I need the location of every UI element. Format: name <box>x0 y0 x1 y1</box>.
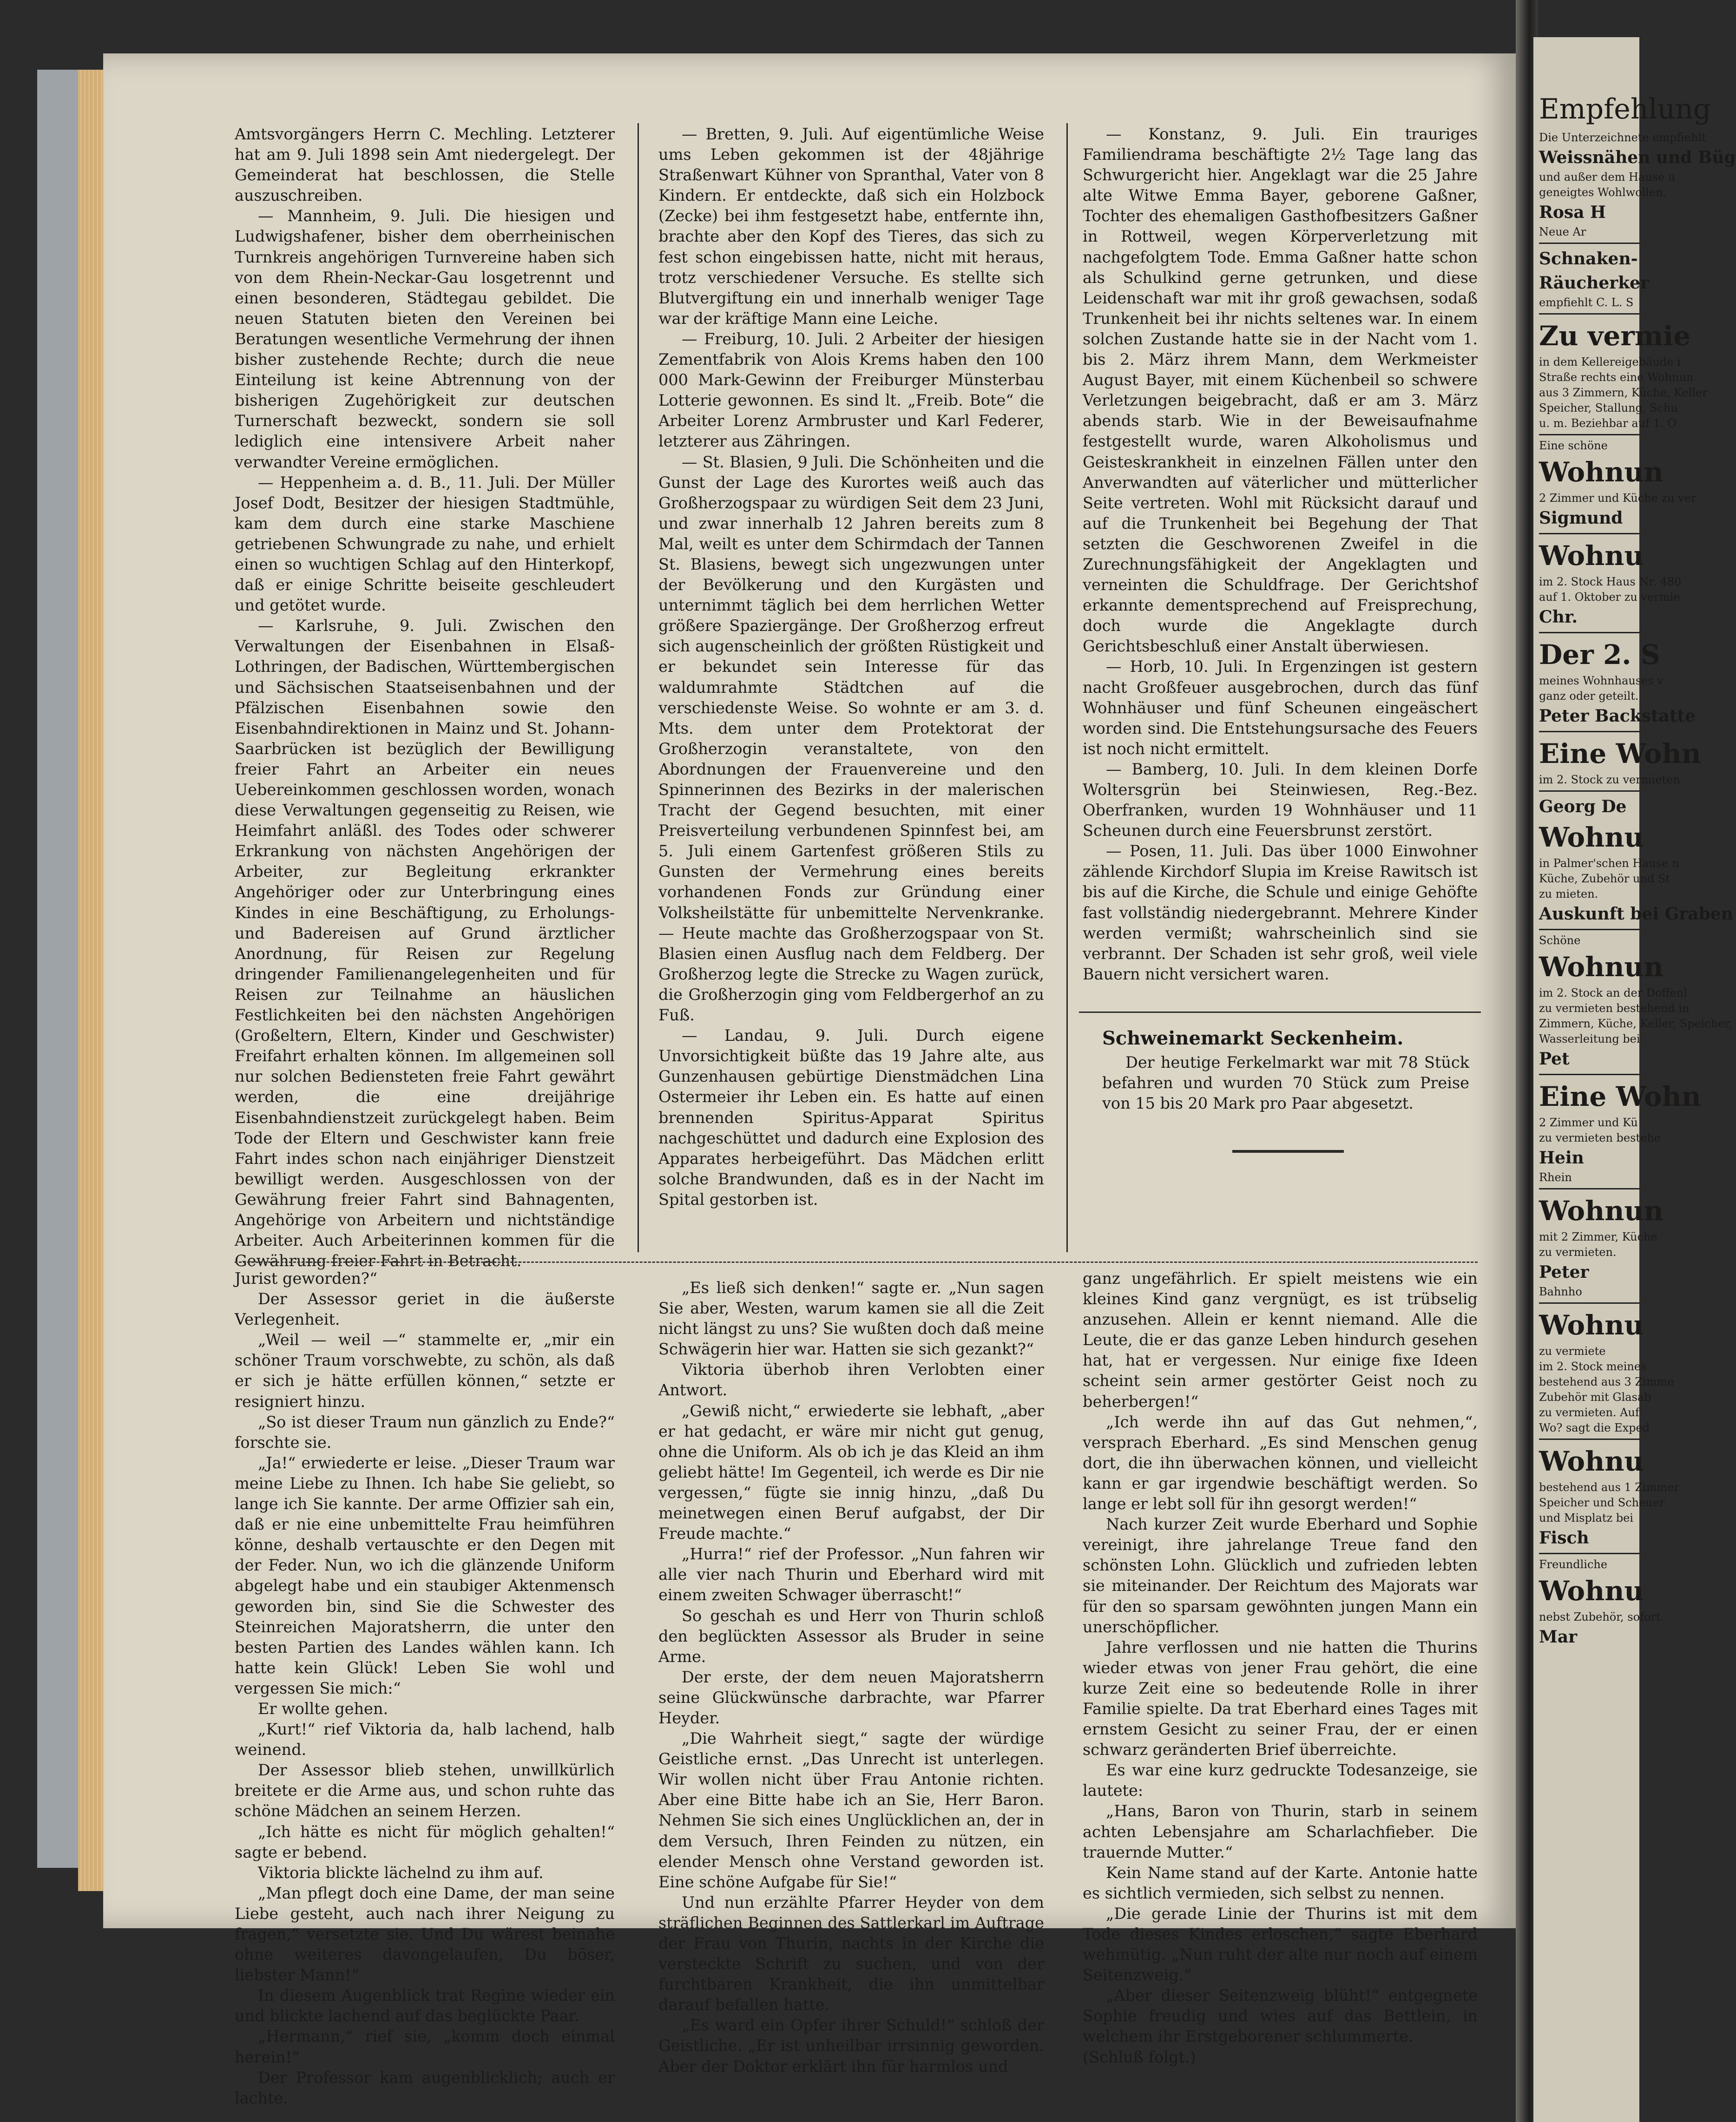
story-paragraph: „Man pflegt doch eine Dame, der man seine Liebe gesteht, auch nach ihrer Neigung zu fragen,“ versetzte sie. Und Du wärest beinahe ohne weiteres davongelaufen, Du böser, liebster Mann!“ <box>235 1884 615 1984</box>
ad-line: Schnaken- <box>1539 249 1638 269</box>
ad-line: Pet <box>1539 1049 1570 1069</box>
ad-line: zu vermieten. Auf <box>1539 1406 1639 1419</box>
ad-separator <box>1539 1553 1639 1554</box>
story-paragraph: Er wollte gehen. <box>258 1699 388 1718</box>
ad-line: Wohnu <box>1539 1575 1644 1607</box>
ad-line: nebst Zubehör, sofort <box>1539 1610 1661 1623</box>
news-column-2 <box>658 124 1044 1210</box>
news-column-3 <box>1083 124 1478 985</box>
ad-line: geneigtes Wohlwollen. <box>1539 186 1667 199</box>
ad-line: und außer dem Hause u <box>1539 171 1676 184</box>
closing-rule <box>1232 1150 1344 1153</box>
ad-line: Mar <box>1539 1627 1578 1647</box>
facing-page-advertisements <box>1533 37 1736 2122</box>
story-paragraph: Viktoria blickte lächelnd zu ihm auf. <box>258 1863 544 1882</box>
story-paragraph: „So ist dieser Traum nun gänzlich zu Ende?“ forschte sie. <box>235 1412 615 1452</box>
ad-line: Rhein <box>1539 1171 1572 1184</box>
story-column-3 <box>1083 1268 1478 2068</box>
story-paragraph: „Kurt!“ rief Viktoria da, halb lachend, halb weinend. <box>235 1720 615 1759</box>
ad-line: Wohnun <box>1539 951 1664 983</box>
story-paragraph: „Hermann,“ rief sie, „komm doch einmal herein!“ <box>235 2027 615 2066</box>
story-paragraph: Jurist geworden?“ <box>235 1269 378 1288</box>
newspaper-page <box>103 53 1516 2107</box>
ad-separator <box>1539 1302 1639 1304</box>
ad-line: ganz oder geteilt. <box>1539 690 1639 703</box>
ad-line: mit 2 Zimmer, Küche <box>1539 1230 1657 1243</box>
story-paragraph: Es war eine kurz gedruckte Todesanzeige, sie lautete: <box>1083 1761 1478 1800</box>
ad-line: Der 2. S <box>1539 639 1660 670</box>
news-paragraph: Amtsvorgängers Herrn C. Mechling. Letzterer hat am 9. Juli 1898 sein Amt niedergelegt. Der Gemeinderat hat beschlossen, die Stelle auszuschreiben. <box>235 125 615 205</box>
ad-line: meines Wohnhauses v <box>1539 674 1664 687</box>
market-heading: Schweinemarkt Seckenheim. <box>1102 1027 1404 1049</box>
ad-line: und Misplatz bei <box>1539 1511 1633 1524</box>
ad-line: Auskunft bei Graben <box>1539 904 1733 924</box>
story-paragraph: „Hans, Baron von Thurin, starb in seinem achten Lebensjahre am Scharlachfieber. Die trauernde Mutter.“ <box>1083 1802 1478 1861</box>
story-paragraph: Der erste, der dem neuen Majoratsherrn seine Glückwünsche darbrachte, war Pfarrer Heyder. <box>658 1668 1044 1727</box>
ad-line: Freundliche <box>1539 1558 1608 1571</box>
ad-line: in dem Kellereigebäude i <box>1539 355 1681 368</box>
ad-line: Sigmund <box>1539 508 1623 528</box>
ad-line: Weissnähen und Büg <box>1539 148 1736 167</box>
section-rule <box>1079 1012 1481 1013</box>
ad-line: Straße rechts eine Wohnun <box>1539 371 1694 384</box>
story-column-1 <box>235 1268 615 2109</box>
ad-separator <box>1539 313 1639 315</box>
ad-line: Georg De <box>1539 797 1627 816</box>
story-paragraph: „Ich werde ihn auf das Gut nehmen,“, versprach Eberhard. „Es sind Menschen genug dort, die ihn überwachen können, und vielleicht kann er gar irgendwie beschäftigt werden. So lange er lebt soll für ihn gesorgt werden!“ <box>1083 1412 1478 1513</box>
ad-line: Wohnu <box>1539 1309 1644 1341</box>
story-paragraph: Und nun erzählte Pfarrer Heyder von dem sträflichen Beginnen des Sattlerkarl im Auftrage der Frau von Thurin, nachts in der Kirche die versteckte Schrift zu suchen, und von der furchtbaren Krankheit, die ihn unmittelbar darauf befallen hatte. <box>658 1893 1044 2014</box>
news-paragraph: — St. Blasien, 9 Juli. Die Schönheiten und die Gunst der Lage des Kurortes weiß auch das Großherzogspaar zu würdigen Seit dem 23 Juni, und zwar innerhalb 12 Jahren bereits zum 8 Mal, weilt es unter dem Schirmdach der Tannen St. Blasiens, bewegt sich ungezwungen unter der Bevölkerung und den Kurgästen und unternimmt täglich bei dem herrlichen Wetter größere Spaziergänge. Der Großherzog erfreut sich augenscheinlich der größten Rüstigkeit und er bekundet sein Interesse für das waldumrahmte Städtchen auf die verschiedenste Weise. So wohnte er am 3. d. Mts. dem unter dem Protektorat der Großherzogin veranstaltete, von den Abordnungen der Frauenvereine und den Spinnerinnen des Bezirks in der malerischen Tracht der Gegend besuchten, mit einer Preisverteilung verbundenen Spinnfest bei, am 5. Juli einem Gartenfest größeren Stils zu Gunsten der Vermehrung eines bereits vorhandenen Fonds zur Gründung einer Volksheilstätte für unbemittelte Nervenkranke. — Heute machte das Großherzogspaar von St. Blasien einen Ausflug nach dem Feldberg. Der Großherzog legte die Strecke zu Wagen zurück, die Großherzogin ging vom Feldbergerhof an zu Fuß. <box>658 453 1044 1025</box>
ad-line: im 2. Stock Haus Nr. 480 <box>1539 575 1682 588</box>
story-paragraph: „Ich hätte es nicht für möglich gehalten!“ sagte er bebend. <box>235 1822 615 1861</box>
news-paragraph: — Mannheim, 9. Juli. Die hiesigen und Ludwigshafener, bisher dem oberrheinischen Turnkreis angehörigen Turnvereine haben sich von dem Rhein-Neckar-Gau losgetrennt und einen besonderen, Städtegau gebildet. Die neuen Statuten bieten den Vereinen bei Beratungen wesentliche Vermehrung der ihnen bisher zustehende Rechte; durch die neue Einteilung ist keine Abtrennung von der bisherigen Zugehörigkeit zur deutschen Turnerschaft bezweckt, sondern sie soll lediglich eine intensivere Arbeit naher verwandter Vereine ermöglichen. <box>235 207 615 471</box>
story-paragraph: „Es ließ sich denken!“ sagte er. „Nun sagen Sie aber, Westen, warum kamen sie all die Zeit nicht längst zu uns? Sie wußten doch daß meine Schwägerin hier war. Hatten sie sich gezankt?“ <box>658 1279 1044 1359</box>
ad-separator <box>1539 533 1639 534</box>
ad-line: Wohnu <box>1539 540 1644 572</box>
column-rule <box>638 123 639 1252</box>
news-paragraph: — Heppenheim a. d. B., 11. Juli. Der Müller Josef Dodt, Besitzer der hiesigen Stadtmühle, kam dem durch eine starke Maschiene getriebenen Schwungrade zu nahe, und erhielt einen so wuchtigen Schlag auf den Hinterkopf, daß er einige Schritte beiseite geschleudert und getötet wurde. <box>235 473 615 615</box>
ad-line: bestehend aus 1 Zimmer <box>1539 1481 1679 1494</box>
news-paragraph: — Konstanz, 9. Juli. Ein trauriges Familiendrama beschäftigte 2½ Tage lang das Schwurgericht hier. Angeklagt war die 25 Jahre alte Witwe Emma Bayer, geborene Gaßner, Tochter des ehemaligen Gasthofbesitzers Gaßner in Rottweil, wegen Körperverletzung mit nachgefolgtem Tode. Emma Gaßner hatte schon als Schulkind gerne getrunken, und diese Leidenschaft war mit ihr groß gewachsen, sodaß Trunkenheit bei ihr nichts seltenes war. In einem solchen Zustande hatte sie in der Nacht vom 1. bis 2. März ihrem Mann, dem Werkmeister August Bayer, mit einem Küchenbeil so schwere Verletzungen beigebracht, daß er am 3. März abends starb. Wie in der Beweisaufnahme festgestellt wurde, waren Alkoholismus und Geisteskrankheit in einzelnen Fällen unter den Anverwandten auf väterlicher und mütterlicher Seite vertreten. Wohl mit Rücksicht darauf und auf die Trunkenheit bei Begehung der That setzten die Geschworenen Zweifel in die Zurechnungsfähigkeit der Angeklagten und verneinten die Schuldfrage. Der Gerichtshof erkannte dementsprechend auf Freisprechung, doch wurde die Angeklagte durch Gerichtsbeschluß einer Anstalt überwiesen. <box>1083 125 1478 656</box>
news-paragraph: — Posen, 11. Juli. Das über 1000 Einwohner zählende Kirchdorf Slupia im Kreise Rawitsch ist bis auf die Kirche, die Schule und einige Gehöfte fast vollständig niedergebrannt. Mehrere Kinder werden vermißt; wahrscheinlich sind sie verbrannt. Der Schaden ist sehr groß, weil viele Bauern nicht versichert waren. <box>1083 842 1478 983</box>
ad-line: Speicher, Stallung, Schu <box>1539 401 1678 414</box>
feuilleton-separator <box>235 1261 1478 1263</box>
ad-separator <box>1539 632 1639 633</box>
news-column-1 <box>235 124 615 1271</box>
ad-line: 2 Zimmer und Küche zu ver <box>1539 492 1697 505</box>
story-paragraph: „Die gerade Linie der Thurins ist mit dem Tode dieses Kindes erloschen,“ sagte Eberhard wehmütig. „Nun ruht der alte nur noch auf einem Seitenzweig.“ <box>1083 1904 1478 1984</box>
story-paragraph: Der Assessor blieb stehen, unwillkürlich breitete er die Arme aus, und schon ruhte das schöne Mädchen an seinem Herzen. <box>235 1761 615 1820</box>
ad-line: zu mieten. <box>1539 887 1598 900</box>
story-paragraph: ganz ungefährlich. Er spielt meistens wie ein kleines Kind ganz vergnügt, es ist trübselig anzusehen. Allein er kennt niemand. Alle die Leute, die er das ganze Leben hindurch gesehen hat, hat er vergessen. Nur einige fixe Ideen scheint sein armer gestörter Geist noch zu beherbergen!“ <box>1083 1269 1478 1411</box>
story-paragraph: „Ja!“ erwiederte er leise. „Dieser Traum war meine Liebe zu Ihnen. Ich habe Sie geliebt, so lange ich Sie kannte. Der arme Offizier sah ein, daß er nie eine unbemittelte Frau heimführen könne, deshalb vertauschte er den Degen mit der Feder. Nun, wo ich die glänzende Uniform abgelegt habe und ein staubiger Aktenmensch geworden bin, sind Sie die Schwester des Steinreichen Majoratsherrn, die unter den besten Partien des Landes wählen kann. Ich hatte kein Glück! Leben Sie wohl und vergessen Sie mich:“ <box>235 1453 615 1697</box>
ad-line: zu vermieten. <box>1539 1246 1617 1259</box>
ad-line: Zubehör mit Glasab <box>1539 1391 1651 1404</box>
ad-line: Schöne <box>1539 934 1581 947</box>
story-paragraph: „Weil — weil —“ stammelte er, „mir ein schöner Traum vorschwebte, zu schön, als daß er sich je hätte erfüllen können,“ setzte er resigniert hinzu. <box>235 1331 615 1411</box>
ad-line: auf 1. Oktober zu vermie <box>1539 591 1680 604</box>
story-paragraph: „Die Wahrheit siegt,“ sagte der würdige Geistliche ernst. „Das Unrecht ist unterlegen. Wir wollen nicht über Frau Antonie richten. Aber eine Bitte habe ich an Sie, Herr Baron. Nehmen Sie sich eines Unglücklichen an, der in dem Versuch, Ihren Feinden zu nützen, ein elender Mensch ohne Verstand geworden ist. Eine schöne Aufgabe für Sie!“ <box>658 1729 1044 1891</box>
story-paragraph: Der Professor kam augenblicklich; auch er lachte. <box>235 2068 615 2107</box>
ad-line: Wo? sagt die Exped <box>1539 1421 1650 1434</box>
story-paragraph: „Gewiß nicht,“ erwiederte sie lebhaft, „aber er hat gedacht, er wäre mir nicht gut genug, ohne die Uniform. Als ob ich je das Kleid an ihm geliebt hätte! Im Gegenteil, ich werde es Dir nie vergessen,“ fügte sie innig hinzu, „daß Du meinetwegen einen Beruf aufgabst, der Dir Freude machte.“ <box>658 1401 1044 1543</box>
ad-line: Rosa H <box>1539 203 1606 222</box>
story-paragraph: In diesem Augenblick trat Regine wieder ein und blickte lachend auf das beglückte Paar. <box>235 1986 615 2025</box>
ad-separator <box>1539 243 1639 244</box>
ad-line: im 2. Stock zu vermieten <box>1539 773 1680 786</box>
ad-line: bestehend aus 3 Zimme <box>1539 1375 1674 1388</box>
ad-line: Wasserleitung bei <box>1539 1032 1640 1045</box>
ad-line: Wohnu <box>1539 1445 1644 1477</box>
story-paragraph: „Hurra!“ rief der Professor. „Nun fahren wir alle vier nach Thurin und Eberhard wird mit einem zweiten Schwager überrascht!“ <box>658 1545 1044 1604</box>
ad-line: im 2. Stock an der Doffenl <box>1539 986 1687 999</box>
ad-line: Wohnun <box>1539 1195 1664 1227</box>
ad-line: Eine Wohn <box>1539 1081 1701 1112</box>
news-paragraph: — Freiburg, 10. Juli. 2 Arbeiter der hiesigen Zementfabrik von Alois Krems haben den 100 000 Mark-Gewinn der Freiburger Münsterbau Lotterie gewonnen. Es sind lt. „Freib. Bote“ die Arbeiter Lorenz Armbruster und Karl Federer, letzterer aus Zähringen. <box>658 329 1044 451</box>
story-paragraph: Jahre verflossen und nie hatten die Thurins wieder etwas von jener Frau gehört, die eine kurze Zeit eine so bedeutende Rolle in ihrer Familie spielte. Da trat Eberhard eines Tages mit ernstem Gesicht zu seiner Frau, der er einen schwarz geränderten Brief überreichte. <box>1083 1638 1478 1759</box>
news-paragraph: — Landau, 9. Juli. Durch eigene Unvorsichtigkeit büßte das 19 Jahre alte, aus Gunzenhausen gebürtige Dienstmädchen Lina Ostermeier ihr Leben ein. Es hatte auf einen brennenden Spiritus-Apparat Spiritus nachgeschüttet und dadurch eine Explosion des Apparates herbeigeführt. Das Mädchen erlitt solche Brandwunden, daß es in der Nacht im Spital gestorben ist. <box>658 1026 1044 1209</box>
ad-line: zu vermiete <box>1539 1345 1606 1358</box>
market-text: Der heutige Ferkelmarkt war mit 78 Stück befahren und wurden 70 Stück zum Preise von 15 bis 20 Mark pro Paar abgesetzt. <box>1102 1053 1469 1113</box>
ad-line: zu vermieten bestehend in <box>1539 1002 1690 1015</box>
ad-line: Bahnho <box>1539 1285 1582 1298</box>
story-paragraph: „Es ward ein Opfer ihrer Schuld!“ schloß der Geistliche. „Er ist unheilbar irrsinnig geworden. Aber der Doktor erklärt ihn für harmlos und <box>658 2016 1044 2076</box>
column-rule <box>1066 123 1068 1252</box>
ad-line: Hein <box>1539 1148 1584 1168</box>
ad-line: empfiehlt C. L. S <box>1539 296 1634 309</box>
news-paragraph: — Horb, 10. Juli. In Ergenzingen ist gestern nacht Großfeuer ausgebrochen, durch das fünf Wohnhäuser und fünf Scheunen eingeäschert worden sind. Die Entstehungsursache des Feuers ist noch nicht ermittelt. <box>1083 657 1478 758</box>
ad-separator <box>1539 1074 1639 1075</box>
ad-line: Wohnun <box>1539 456 1664 488</box>
ad-separator <box>1539 434 1639 435</box>
story-paragraph: Der Assessor geriet in die äußerste Verlegenheit. <box>235 1290 615 1329</box>
ad-line: zu vermieten bestehe <box>1539 1131 1661 1144</box>
story-paragraph: Nach kurzer Zeit wurde Eberhard und Sophie vereinigt, ihre jahrelange Treue fand den schönsten Lohn. Glücklich und zufrieden lebten sie miteinander. Der Reichtum des Majorats war für den so sparsam gewöhnten jungen Mann ein unerschöpflicher. <box>1083 1515 1478 1636</box>
ad-separator <box>1539 1188 1639 1189</box>
ad-separator <box>1539 790 1639 792</box>
story-paragraph: „Aber dieser Seitenzweig blüht!“ entgegnete Sophie freudig und wies auf das Bettlein, in welchem ihr Erstgeborener schlummerte. <box>1083 1986 1478 2046</box>
ad-line: im 2. Stock meines <box>1539 1360 1647 1373</box>
ad-line: Neue Ar <box>1539 225 1586 238</box>
ad-line: Fisch <box>1539 1528 1589 1548</box>
ad-line: Peter Backstatte <box>1539 706 1696 726</box>
ad-line: Zu vermie <box>1539 320 1691 352</box>
ad-line: Speicher und Scheuer <box>1539 1496 1665 1509</box>
ad-line: Peter <box>1539 1262 1589 1282</box>
ad-line: Küche, Zubehör und St <box>1539 872 1670 885</box>
ad-line: Empfehlung <box>1539 93 1711 125</box>
ad-line: Chr. <box>1539 607 1578 627</box>
news-paragraph: — Bretten, 9. Juli. Auf eigentümliche Weise ums Leben gekommen ist der 48jährige Straßenwart Kühner von Spranthal, Vater von 8 Kindern. Er entdeckte, daß sich ein Holzbock (Zecke) bei ihm festgesetzt habe, entfernte ihn, brachte aber den Kopf des Tieres, das sich zu fest schon eingebissen hatte, nicht mit heraus, trotz verschiedener Versuche. Es stellte sich Blutvergiftung ein und innerhalb weniger Tage war der kräftige Mann eine Leiche. <box>658 125 1044 328</box>
story-paragraph: So geschah es und Herr von Thurin schloß den beglückten Assessor als Bruder in seine Arme. <box>658 1606 1044 1666</box>
news-paragraph: — Karlsruhe, 9. Juli. Zwischen den Verwaltungen der Eisenbahnen in Elsaß-Lothringen, der Badischen, Württembergischen und Sächsischen Staatseisenbahnen und der Pfälzischen Eisenbahnen sowie den Eisenbahndirektionen in Mainz und St. Johann-Saarbrücken ist bezüglich der Bewilligung freier Fahrt an Arbeiter ein neues Uebereinkommen geschlossen worden, wonach diese Verwaltungen gegenseitig zu Reisen, wie Heimfahrt anläßl. des Todes oder schwerer Erkrankung von nächsten Angehörigen der Arbeiter, zur Begleitung erkrankter Angehöriger oder zur Unterbringung eines Kindes in eine Beschäftigung, zu Erholungs- und Badereisen auf Grund ärztlicher Anordnung, für Reisen zur Regelung dringender Familienangelegenheiten und für Reisen zur Teilnahme an häuslichen Festlichkeiten bei den nächsten Angehörigen (Großeltern, Eltern, Kinder und Geschwister) Freifahrt erhalten können. Im allgemeinen soll nur solchen Bediensteten freie Fahrt gewährt werden, die eine dreijährige Eisenbahndienstzeit zurückgelegt haben. Beim Tode der Eltern und Geschwister kann freie Fahrt indes schon nach einjähriger Dienstzeit bewilligt werden. Ausgeschlossen von der Gewährung freier Fahrt sind Bahnagenten, Angehörige von Arbeitern und nichtständige Arbeiter. Auch Arbeiterinnen kommen für die Gewährung freier Fahrt in Betracht. <box>235 617 615 1270</box>
ad-separator <box>1539 1439 1639 1440</box>
to-be-continued-note: (Schluß folgt.) <box>1083 2048 1196 2066</box>
story-column-2 <box>658 1278 1044 2077</box>
ad-separator <box>1539 731 1639 732</box>
ad-line: in Palmer'schen Hause n <box>1539 857 1679 870</box>
ad-line: Räucherker <box>1539 273 1650 293</box>
ad-column <box>1539 88 1736 1649</box>
news-paragraph: — Bamberg, 10. Juli. In dem kleinen Dorfe Woltersgrün bei Steinwiesen, Reg.-Bez. Oberfranken, wurden 19 Wohnhäuser und 11 Scheunen durch eine Feuersbrunst zerstört. <box>1083 760 1478 840</box>
ad-line: Eine schöne <box>1539 439 1608 452</box>
market-report <box>1102 1025 1469 1114</box>
ad-line: aus 3 Zimmern, Küche, Keller <box>1539 386 1708 399</box>
ad-line: Eine Wohn <box>1539 738 1701 769</box>
ad-line: Die Unterzeichnete empfiehlt <box>1539 131 1706 144</box>
ad-line: u. m. Beziehbar auf 1. O <box>1539 417 1677 430</box>
story-paragraph: Viktoria überhob ihren Verlobten einer Antwort. <box>658 1360 1044 1399</box>
page-edges <box>78 70 105 1891</box>
ad-separator <box>1539 929 1639 930</box>
ad-line: 2 Zimmer und Kü <box>1539 1116 1638 1129</box>
story-paragraph: Kein Name stand auf der Karte. Antonie hatte es sichtlich vermieden, sich selbst zu nennen. <box>1083 1863 1478 1902</box>
ad-line: Zimmern, Küche, Keller, Speicher, <box>1539 1017 1732 1030</box>
ad-line: Wohnu <box>1539 821 1644 853</box>
